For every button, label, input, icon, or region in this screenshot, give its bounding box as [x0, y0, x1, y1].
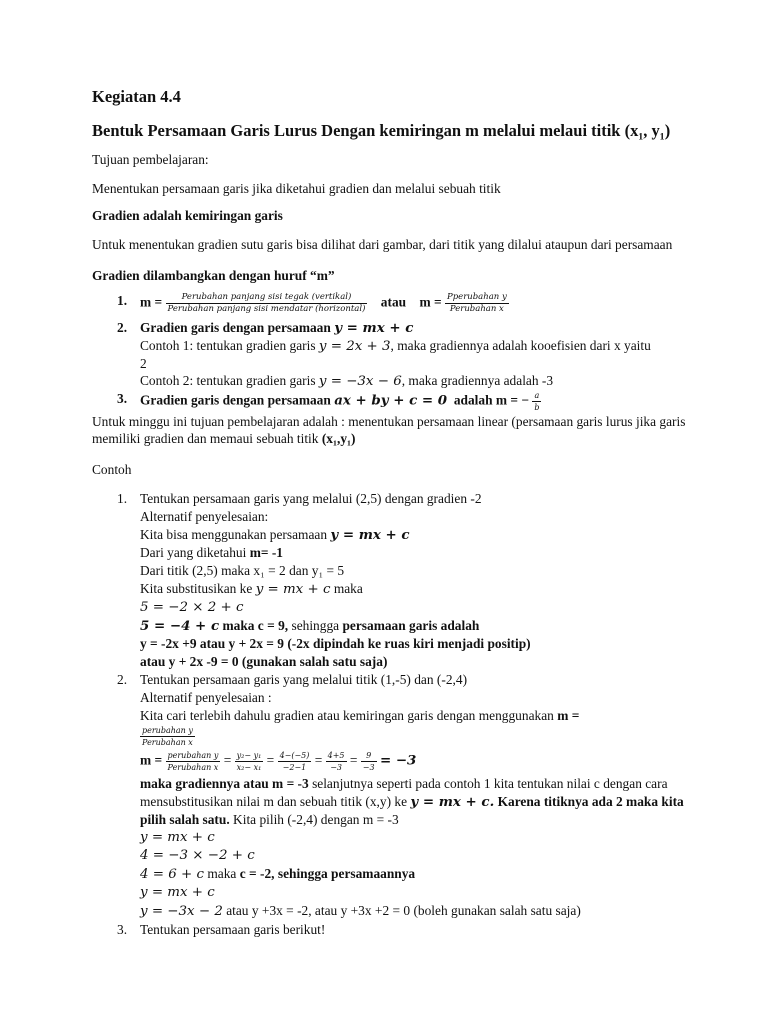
- section-title: Bentuk Persamaan Garis Lurus Dengan kemiringan m melalui melaui titik (x₁, y₁): [92, 121, 671, 140]
- gradien-item-1: 1. m = $\frac{\text{Perubahan panjang sisi tegak (vertikal)}}{\text{Perubahan panjang sisi mendatar (horizontal)}}$ atau m = $\frac{\text{Pperubahan y}}{\text{Perubahan x}}$: [117, 292, 507, 314]
- fraction-substituted: $\frac{4-(-5)}{-2-1}$: [279, 751, 310, 772]
- gradien-list: [92, 292, 692, 413]
- example-3: 3. Tentukan persamaan garis berikut!: [117, 922, 326, 937]
- examples-list: [92, 490, 692, 939]
- gradien-heading: Gradien adalah kemiringan garis: [92, 208, 283, 223]
- symbol-heading: Gradien dilambangkan dengan huruf “m”: [92, 268, 335, 283]
- gradien-fraction-2: $\frac{\text{Pperubahan y}}{\text{Perubahan x}}$: [447, 292, 507, 314]
- gradien-item-3: 3. Gradien garis dengan persamaan ax + by + c = 0 adalah m = − $\frac{a}{b}$: [117, 391, 540, 412]
- gradien-fraction-3: $\frac{a}{b}$: [534, 391, 540, 412]
- contoh-label: Contoh: [92, 462, 132, 477]
- gradien-fraction-1: $\frac{\text{Perubahan panjang sisi tegak (vertikal)}}{\text{Perubahan panjang sisi mendatar (horizontal)}}$: [167, 292, 366, 314]
- activity-title: Kegiatan 4.4: [92, 87, 181, 106]
- tujuan-text: Menentukan persamaan garis jika diketahui gradien dan melalui sebuah titik: [92, 181, 501, 196]
- tujuan-label: Tujuan pembelajaran:: [92, 152, 209, 167]
- gradient-definition-fraction: $\frac{\text{perubahan y}}{\text{Perubahan x}}$: [142, 726, 193, 747]
- gradien-text: Untuk menentukan gradien sutu garis bisa dilihat dari gambar, dari titik yang dilalui ataupun dari persamaan: [92, 237, 673, 252]
- gradien-item-2: 2. Gradien garis dengan persamaan y = mx + c Contoh 1: tentukan gradien garis y = 2x + 3, maka gradiennya adalah kooefisien dari x yaitu 2 Contoh 2: tentukan gradien garis y = −3x − 6, maka gradiennya adalah -3: [117, 320, 651, 389]
- example-1: 1. Tentukan persamaan garis yang melalui (2,5) dengan gradien -2 Alternatif penyelesaian: Kita bisa menggunakan persamaan y = mx + c Dari yang diketahui m= -1 Dari titik (2,5) maka x₁ = 2 dan y₁ = 5 Kita substitusikan ke y = mx + c maka 5 = −2 × 2 + c 5 = −4 + c maka c = 9, sehingga persamaan garis adalah y = -2x +9 atau y + 2x = 9 (-2x dipindah ke ruas kiri menjadi positip) atau y + 2x -9 = 0 (gunakan salah satu saja): [117, 491, 531, 669]
- fraction-perubahan: $\frac{\text{perubahan y}}{\text{Perubahan x}}$: [167, 751, 219, 772]
- fraction-nine: $\frac{9}{-3}$: [362, 751, 375, 772]
- example-2: 2. Tentukan persamaan garis yang melalui titik (1,-5) dan (-2,4) Alternatif penyelesaian : Kita cari terlebih dahulu gradien atau kemiringan garis dengan menggunakan m = $\frac{\text{perubahan y}}{\text{Perubahan x}}$ m = $\frac{\text{perubahan y}}{\text{Perubahan x}}$ = $\frac{\text{y₂− y₁}}{\text{x₂− x₁}}$ = $\frac{4-(-5)}{-2-1}$ = $\frac{4+5}{-3}$ = $\frac{9}{-3}$ = −3 maka gradiennya atau m = -3 selanjutnya seperti pada contoh 1 kita tentukan nilai c dengan cara mensubstitusikan nilai m dan sebuah titik (x,y) ke y = mx + c. Karena titiknya ada 2 maka kita pilih salah satu. Kita pilih (-2,4) dengan m = -3 y = mx + c 4 = −3 × −2 + c 4 = 6 + c maka c = -2, sehingga persamaannya y = mx + c y = −3x − 2 atau y +3x = -2, atau y +3x +2 = 0 (boleh gunakan salah satu saja): [117, 672, 684, 919]
- week-goal: Untuk minggu ini tujuan pembelajaran adalah : menentukan persamaan linear (persamaan garis lurus jika garis memiliki gradien dan memaui sebuah titik (x₁,y₁): [92, 414, 686, 446]
- fraction-sum: $\frac{4+5}{-3}$: [327, 751, 345, 772]
- fraction-y2-y1: $\frac{\text{y₂− y₁}}{\text{x₂− x₁}}$: [236, 751, 262, 772]
- document-page: [92, 86, 692, 939]
